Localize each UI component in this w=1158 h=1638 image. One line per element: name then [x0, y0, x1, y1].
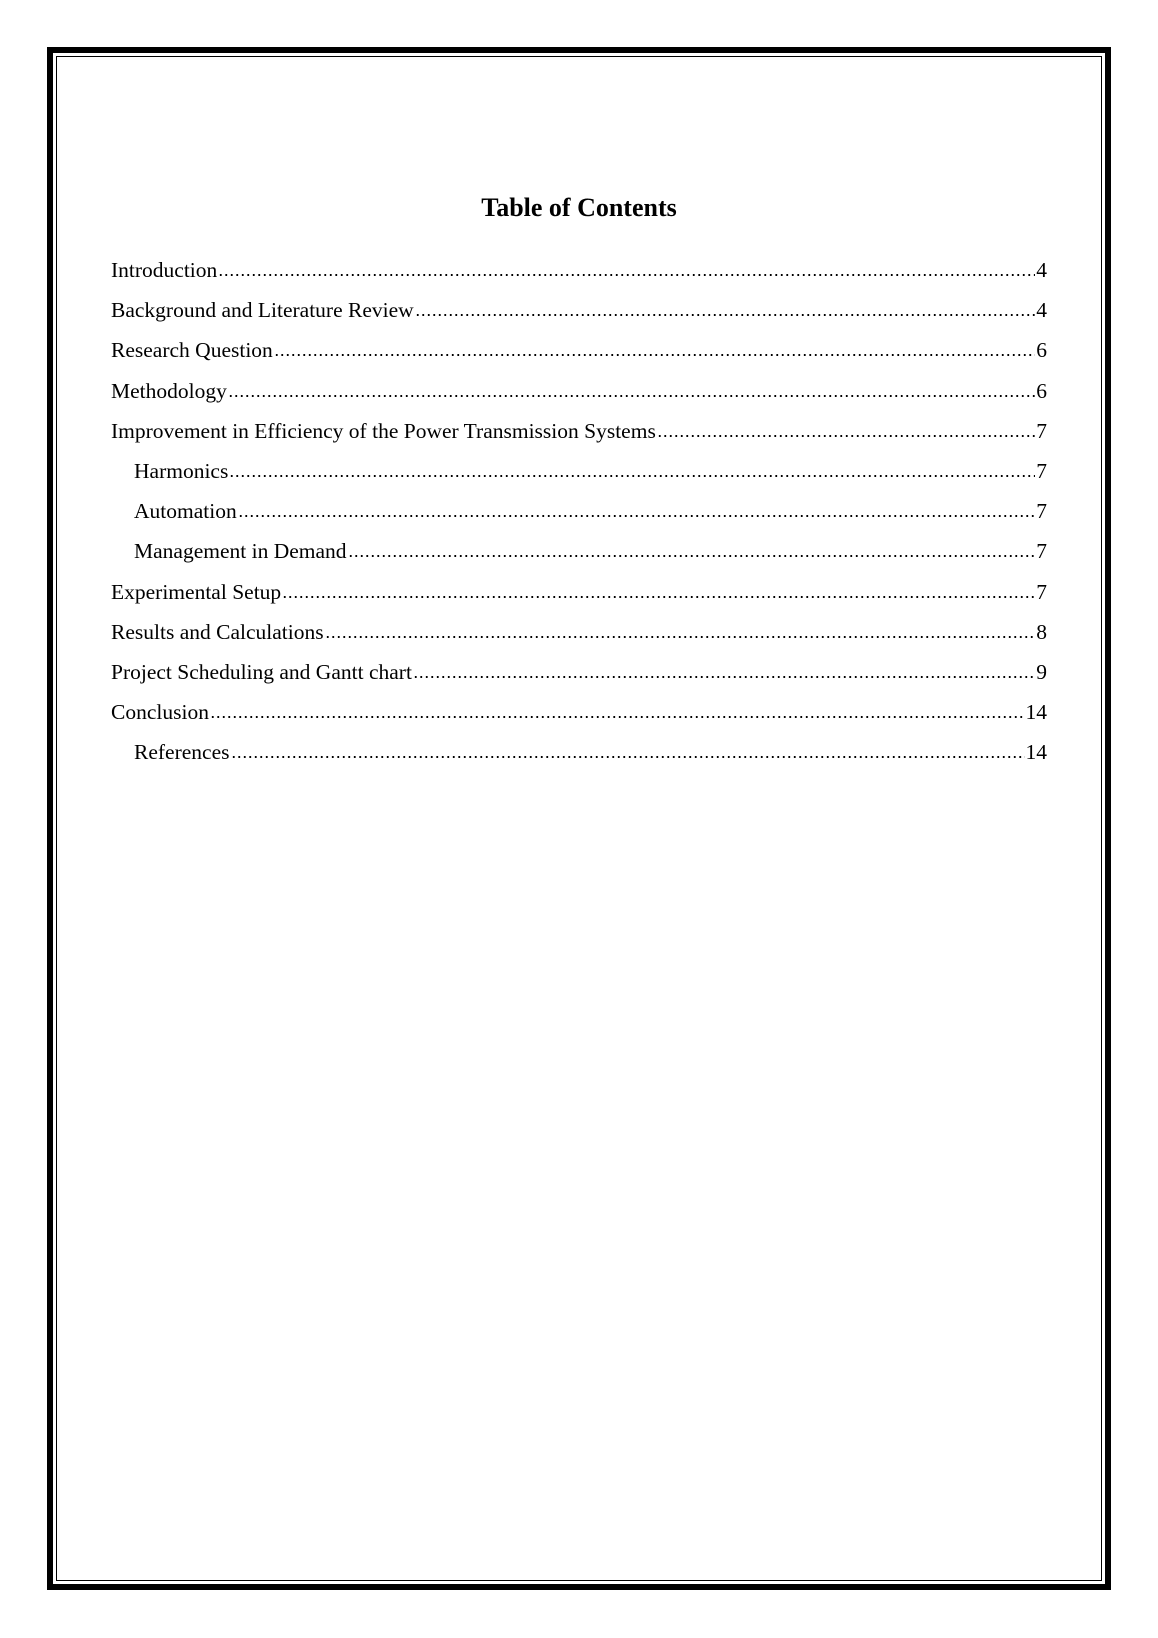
toc-dot-leader — [274, 353, 1035, 357]
toc-dot-leader — [231, 755, 1025, 759]
toc-entry-label: Introduction — [111, 258, 218, 282]
toc-entry-label: Experimental Setup — [111, 579, 282, 604]
toc-dot-leader — [348, 554, 1036, 558]
toc-entry-label: Methodology — [111, 378, 227, 403]
toc-dot-leader — [325, 635, 1036, 639]
toc-entry-page: 8 — [1036, 619, 1047, 644]
toc-entry-page: 4 — [1036, 298, 1047, 323]
toc-entry-page: 7 — [1036, 539, 1047, 564]
toc-entry-label: Harmonics — [134, 458, 229, 483]
toc-entry[interactable] — [111, 499, 1047, 539]
toc-dot-leader — [415, 313, 1036, 317]
toc-entry[interactable] — [111, 338, 1047, 378]
toc-entry-label: Research Question — [111, 338, 273, 363]
toc-entry[interactable] — [111, 660, 1047, 700]
toc-entry-page: 4 — [1036, 258, 1047, 282]
toc-entry[interactable] — [111, 379, 1047, 419]
toc-entry-label: Management in Demand — [134, 539, 347, 564]
toc-dot-leader — [657, 434, 1035, 438]
toc-entry-page: 9 — [1036, 659, 1047, 684]
toc-entry-label: Results and Calculations — [111, 619, 324, 644]
toc-dot-leader — [282, 595, 1035, 599]
toc-entry-page: 6 — [1036, 378, 1047, 403]
table-of-contents — [111, 258, 1047, 780]
toc-entry-label: Background and Literature Review — [111, 298, 414, 323]
toc-dot-leader — [229, 474, 1035, 478]
toc-entry-page: 7 — [1036, 418, 1047, 443]
toc-entry-label: References — [134, 740, 230, 765]
toc-entry[interactable] — [111, 700, 1047, 740]
toc-entry-page: 7 — [1036, 579, 1047, 604]
toc-entry-label: Automation — [134, 499, 237, 524]
toc-entry[interactable] — [111, 459, 1047, 499]
toc-entry[interactable] — [111, 740, 1047, 780]
toc-dot-leader — [238, 514, 1036, 518]
toc-title: Table of Contents — [481, 193, 677, 222]
toc-dot-leader — [413, 675, 1035, 679]
toc-dot-leader — [210, 715, 1025, 719]
toc-entry[interactable] — [111, 620, 1047, 660]
toc-entry-page: 6 — [1036, 338, 1047, 363]
toc-entry-page: 7 — [1036, 458, 1047, 483]
toc-dot-leader — [228, 394, 1035, 398]
toc-dot-leader — [218, 273, 1035, 277]
toc-entry-label: Project Scheduling and Gantt chart — [111, 659, 412, 684]
toc-entry[interactable] — [111, 539, 1047, 579]
toc-entry[interactable] — [111, 298, 1047, 338]
toc-entry-page: 14 — [1025, 740, 1047, 765]
toc-entry[interactable] — [111, 419, 1047, 459]
toc-entry-page: 7 — [1036, 499, 1047, 524]
toc-entry-label: Conclusion — [111, 700, 209, 725]
toc-entry-page: 14 — [1025, 700, 1047, 725]
toc-entry[interactable] — [111, 580, 1047, 620]
toc-entry[interactable] — [111, 258, 1047, 298]
toc-entry-label: Improvement in Efficiency of the Power Transmission Systems — [111, 418, 656, 443]
